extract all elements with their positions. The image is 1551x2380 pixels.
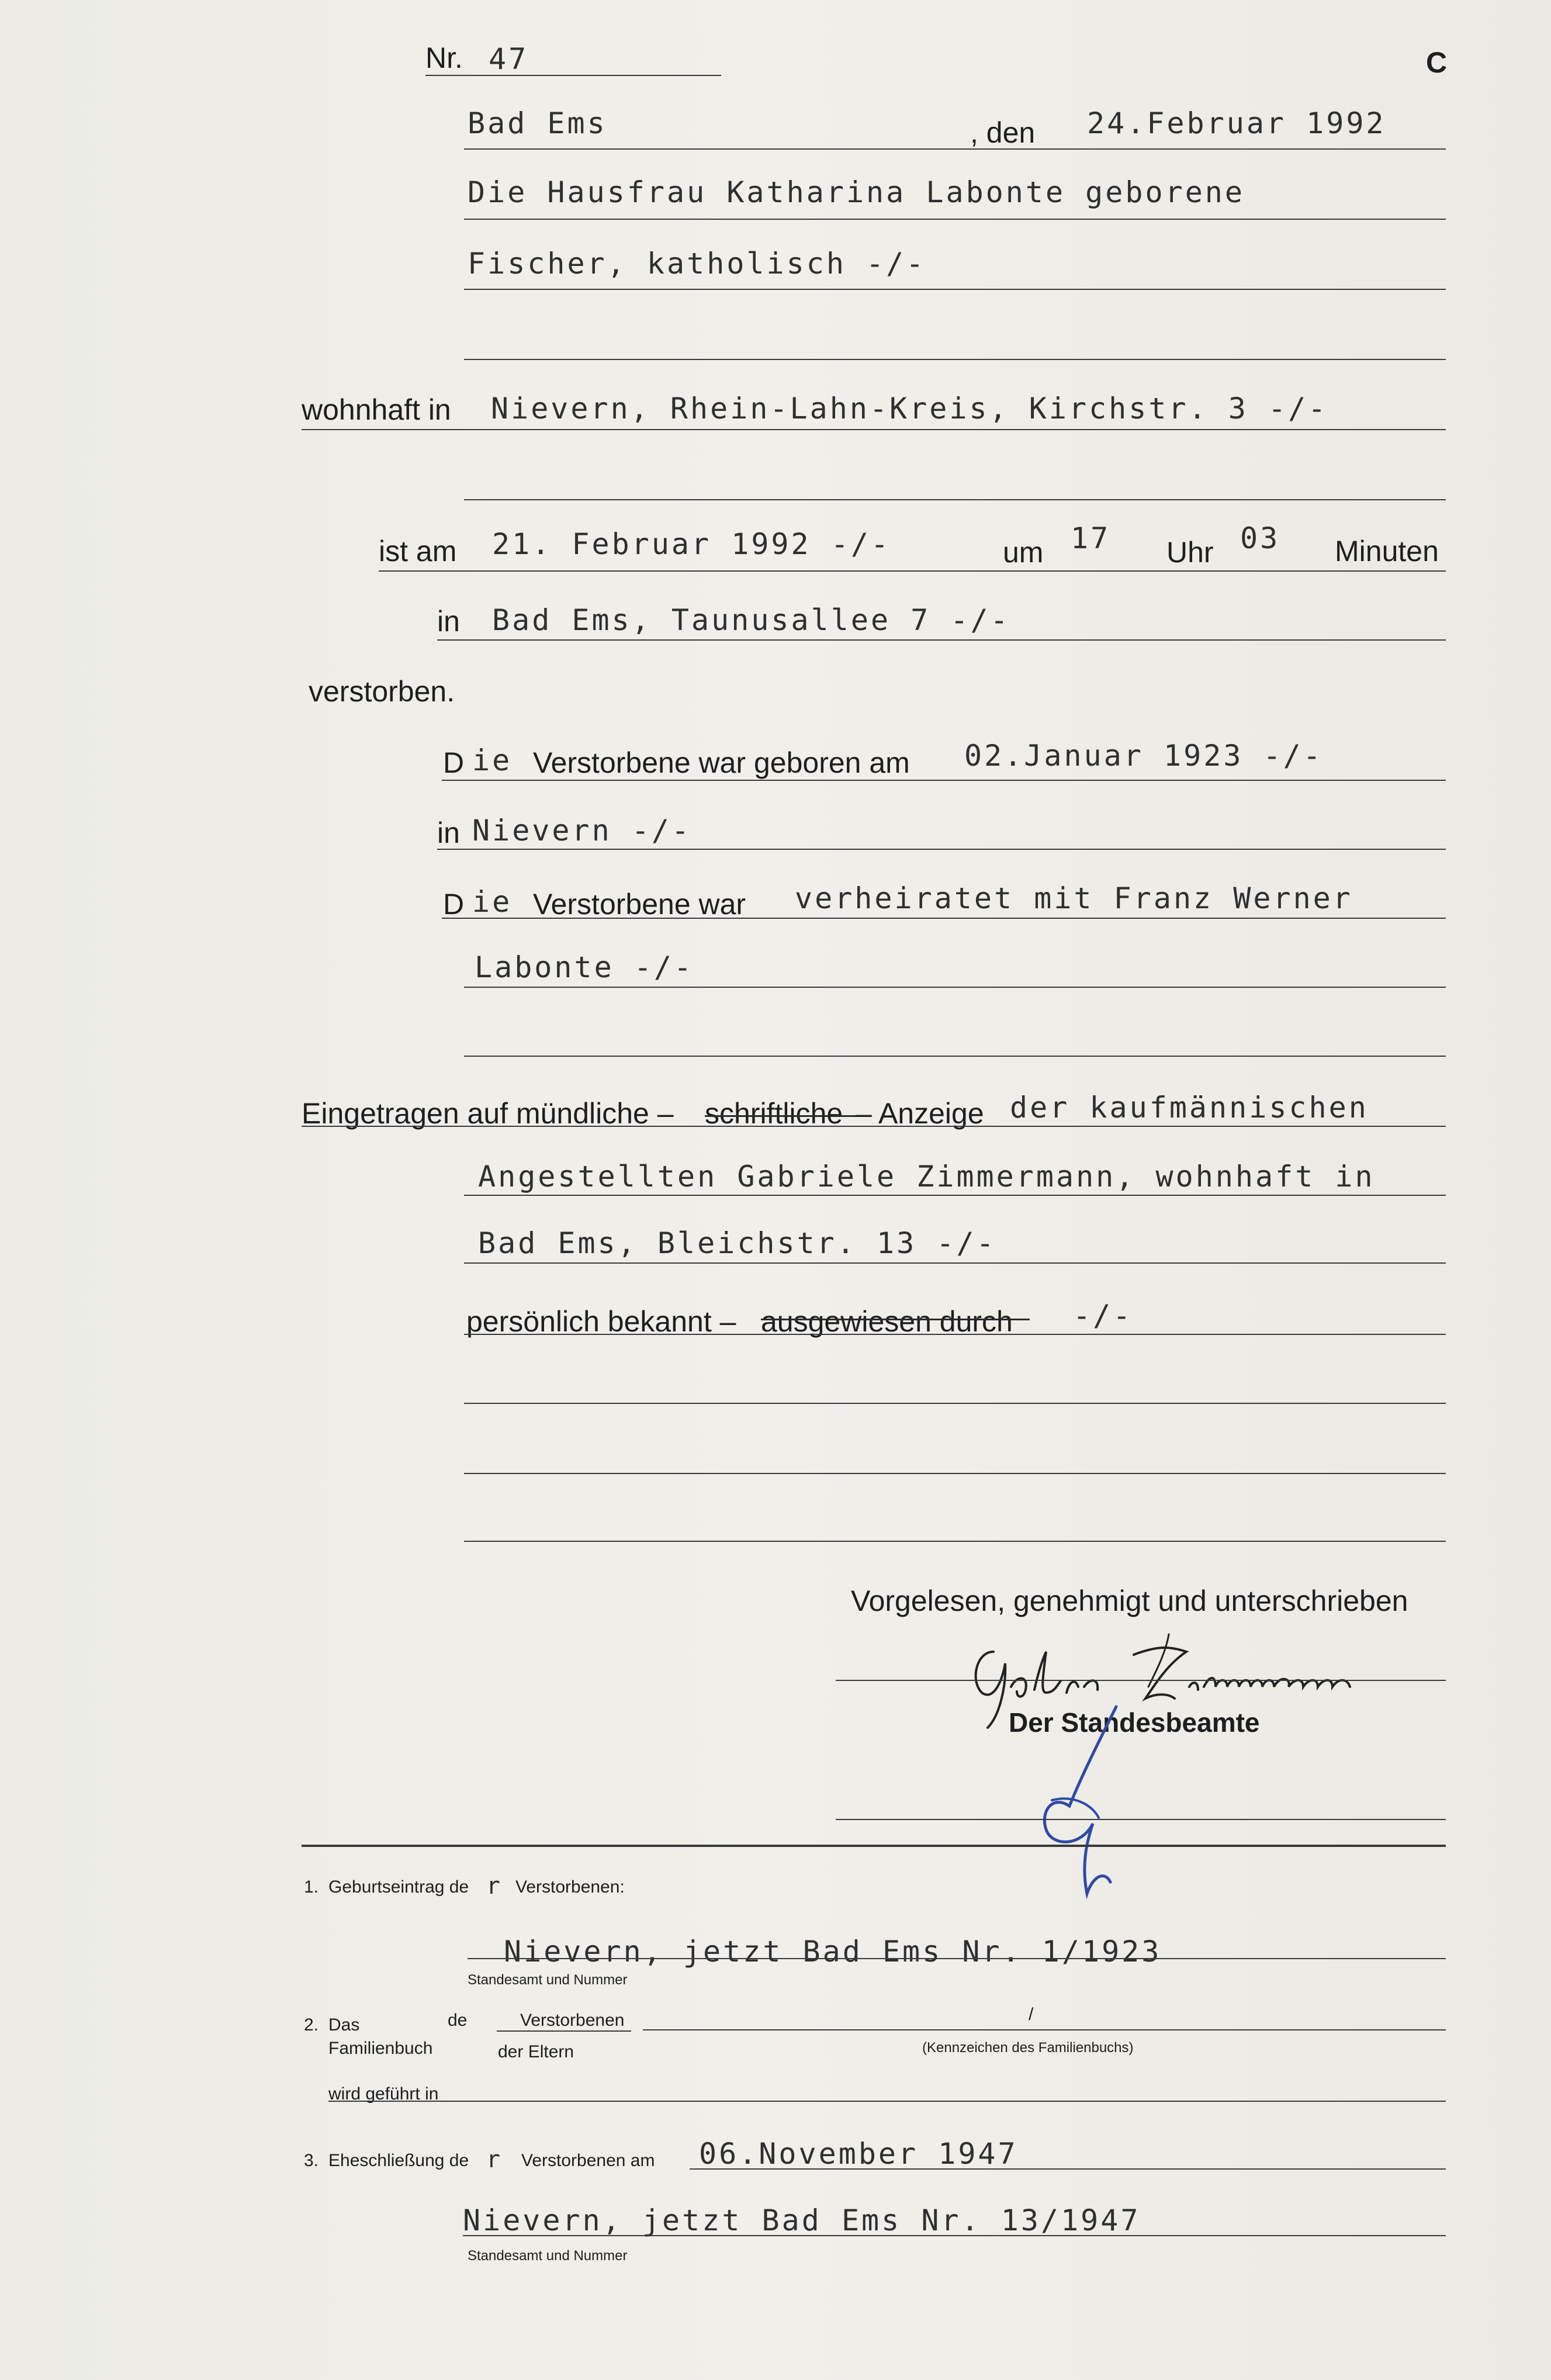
nr-line: [425, 75, 721, 76]
birth-prefix: D: [443, 746, 465, 779]
item2-verstorbenen: Verstorbenen: [520, 2011, 625, 2030]
report-rule-2: [464, 1195, 1446, 1196]
report-label-struck: schriftliche: [705, 1097, 843, 1130]
marital-value-2: Labonte -/-: [475, 950, 694, 984]
report-rule-3: [464, 1262, 1446, 1264]
blank-rule-3: [464, 1541, 1446, 1542]
item2-slash: /: [1029, 2005, 1034, 2024]
signature-rule: [836, 1680, 1446, 1681]
report-value-2: Angestellten Gabriele Zimmermann, wohnhaft in: [478, 1160, 1375, 1194]
item3-date: 06.November 1947: [699, 2137, 1018, 2171]
birth-date: 02.Januar 1923 -/-: [964, 739, 1323, 773]
person-rule-3: [464, 359, 1446, 360]
birth-place: Nievern -/-: [472, 814, 692, 847]
verstorben-label: verstorben.: [309, 675, 455, 708]
residence-rule-2: [464, 499, 1446, 500]
item3-caption: Standesamt und Nummer: [468, 2248, 628, 2264]
known-label-struck: ausgewiesen durch: [761, 1305, 1013, 1338]
marital-rule-1: [442, 918, 1446, 919]
residence-label: wohnhaft in: [302, 393, 451, 426]
death-place: Bad Ems, Taunusallee 7 -/-: [492, 603, 1010, 637]
report-label-a: Eingetragen auf mündliche –: [302, 1097, 674, 1130]
birth-place-rule: [437, 849, 1446, 850]
death-hour: 17: [1071, 521, 1111, 555]
marital-rule-2: [464, 987, 1446, 988]
known-strikethrough: [761, 1319, 1030, 1320]
item1-number: 1.: [304, 1877, 319, 1897]
official-rule: [836, 1819, 1446, 1820]
item3-value: Nievern, jetzt Bad Ems Nr. 13/1947: [463, 2203, 1141, 2237]
um-label: um: [1003, 536, 1044, 569]
death-place-rule: [437, 639, 1446, 641]
known-label-a: persönlich bekannt –: [466, 1305, 736, 1338]
known-rule: [464, 1334, 1446, 1335]
known-value: -/-: [1073, 1299, 1133, 1333]
item1-value: Nievern, jetzt Bad Ems Nr. 1/1923: [504, 1935, 1162, 1969]
item2-rule: [643, 2029, 1446, 2030]
item2-das: Das: [328, 2015, 360, 2035]
item1-label-b: Verstorbenen:: [515, 1877, 625, 1897]
date-value: 24.Februar 1992: [1087, 106, 1386, 140]
corner-letter: C: [1426, 46, 1448, 79]
item3-number: 3.: [304, 2151, 319, 2170]
item1-rule: [468, 1958, 1446, 1959]
item3-rule: [690, 2168, 1446, 2170]
blank-rule-1: [464, 1403, 1446, 1404]
marital-rule-3: [464, 1056, 1446, 1057]
death-date: 21. Februar 1992 -/-: [492, 527, 891, 561]
report-label-b: – Anzeige: [856, 1097, 984, 1130]
item2-gefuehrt: wird geführt in: [328, 2084, 439, 2104]
vorgelesen-text: Vorgelesen, genehmigt und unterschrieben: [851, 1585, 1408, 1617]
birth-in-label: in: [437, 817, 460, 849]
minuten-label: Minuten: [1335, 535, 1439, 568]
report-value-3: Bad Ems, Bleichstr. 13 -/-: [478, 1226, 996, 1260]
residence-rule: [302, 429, 1446, 430]
item1-caption: Standesamt und Nummer: [468, 1972, 628, 1988]
item3-value-rule: [463, 2235, 1446, 2236]
birth-label: Verstorbene war geboren am: [533, 746, 910, 779]
place-value: Bad Ems: [468, 106, 607, 140]
item3-suffix: r: [486, 2146, 503, 2173]
marital-article: ie: [472, 885, 513, 919]
item3-label-a: Eheschließung de: [328, 2151, 469, 2170]
item2-caption: (Kennzeichen des Familienbuchs): [922, 2040, 1134, 2056]
item2-number: 2.: [304, 2015, 319, 2035]
standesbeamte-label: Der Standesbeamte: [1009, 1707, 1260, 1738]
footer-divider: [302, 1845, 1446, 1847]
item1-suffix: r: [486, 1873, 503, 1900]
blank-rule-2: [464, 1473, 1446, 1474]
marital-label: Verstorbene war: [533, 888, 746, 921]
item1-label-a: Geburtseintrag de: [328, 1877, 469, 1897]
nr-label: Nr.: [425, 41, 463, 74]
den-label: , den: [970, 116, 1036, 149]
item2-de: de: [448, 2011, 468, 2030]
report-rule-1: [302, 1126, 1446, 1127]
death-date-rule: [379, 570, 1446, 572]
person-line-1: Die Hausfrau Katharina Labonte geborene: [468, 175, 1245, 209]
birth-article: ie: [472, 743, 513, 777]
person-line-2: Fischer, katholisch -/-: [468, 247, 926, 281]
person-rule-2: [464, 289, 1446, 290]
person-rule-1: [464, 219, 1446, 220]
death-in-label: in: [437, 605, 460, 638]
item3-label-b: Verstorbenen am: [521, 2151, 655, 2170]
uhr-label: Uhr: [1166, 536, 1214, 569]
item2-gefuehrt-rule: [328, 2101, 1446, 2102]
nr-value: 47: [489, 42, 529, 76]
official-signature: [1029, 1695, 1157, 1911]
birth-date-rule: [442, 780, 1446, 781]
residence-value: Nievern, Rhein-Lahn-Kreis, Kirchstr. 3 -/-: [491, 392, 1328, 426]
marital-prefix: D: [443, 888, 465, 921]
marital-value-1: verheiratet mit Franz Werner: [795, 881, 1353, 915]
report-value-1: der kaufmännischen: [1010, 1091, 1369, 1125]
report-strikethrough: [705, 1115, 856, 1117]
place-date-line: [464, 148, 1446, 150]
ist-am-label: ist am: [379, 535, 457, 568]
death-minute: 03: [1240, 521, 1280, 555]
item2-eltern: der Eltern: [498, 2042, 574, 2061]
item2-familienbuch: Familienbuch: [328, 2039, 433, 2058]
item2-option-rule: [497, 2030, 631, 2032]
